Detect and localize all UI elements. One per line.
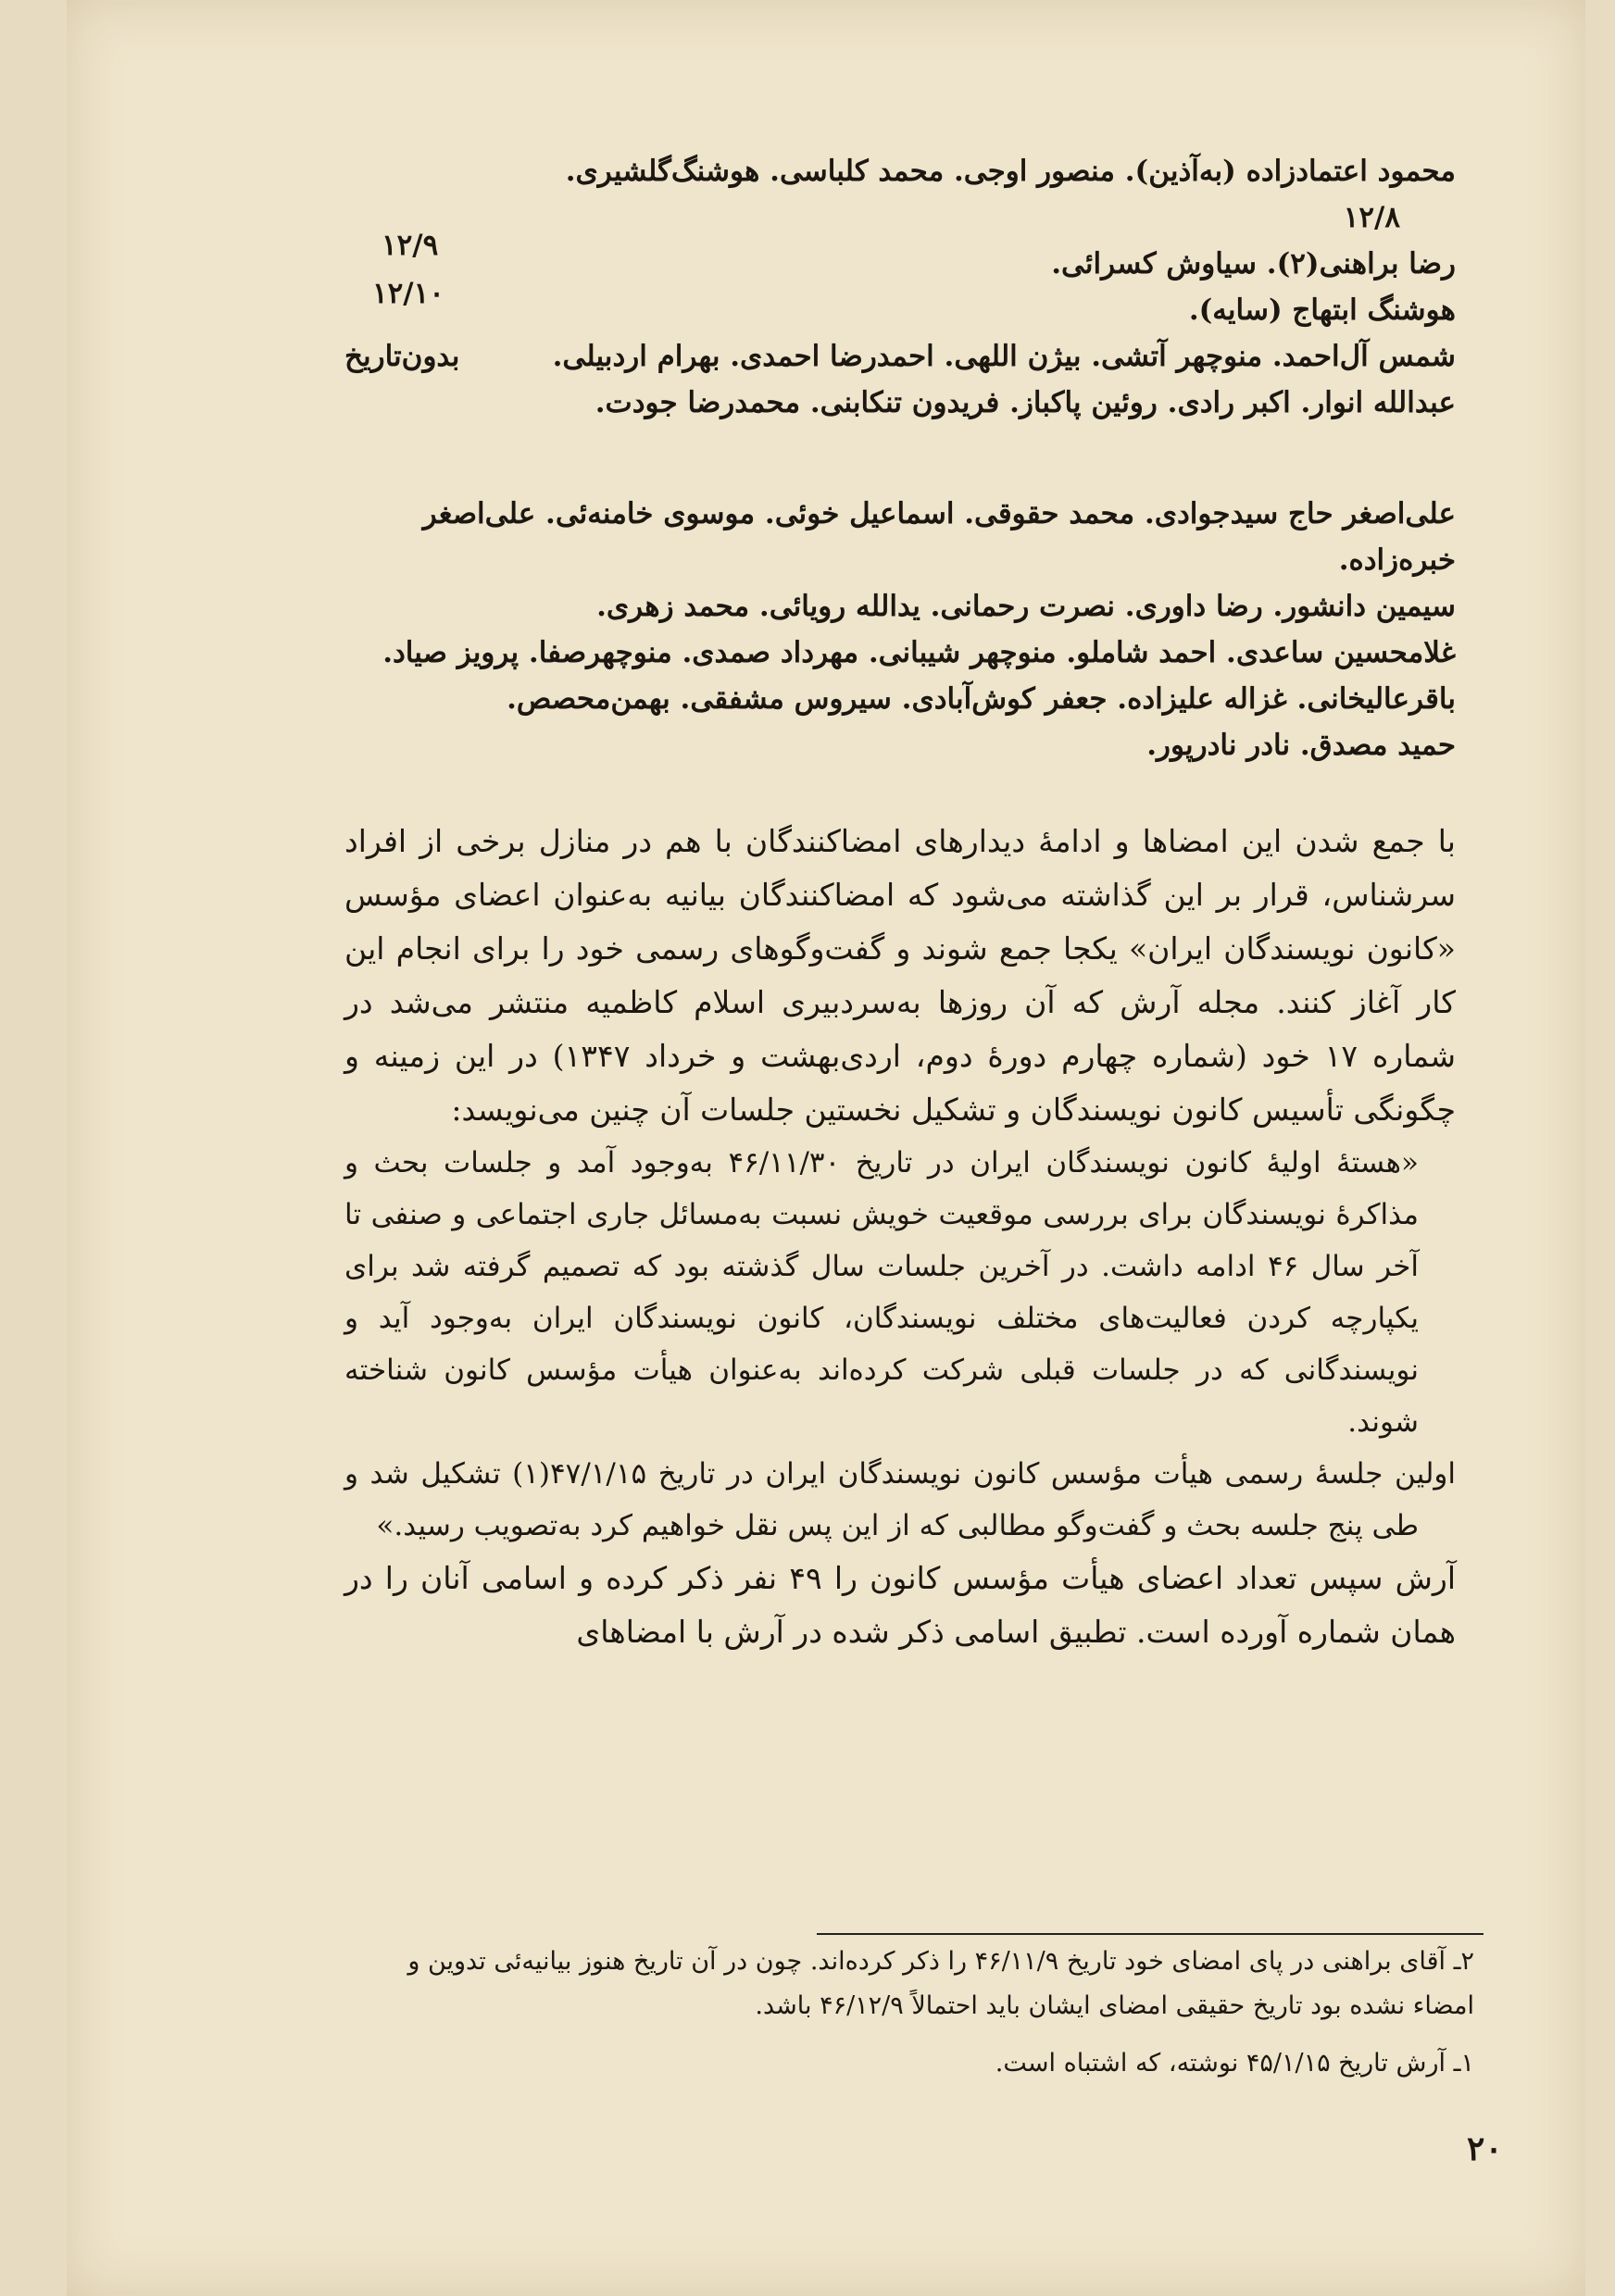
signatory-names: علی‌اصغر حاج سیدجوادی. محمد حقوقی. اسماعیل خوئی. موسوی خامنه‌ئی. علی‌اصغر خبره‌زاده. xyxy=(422,497,1456,577)
main-text xyxy=(344,148,1456,1659)
signatory-line xyxy=(344,583,1456,630)
signatory-line xyxy=(344,380,1456,426)
signatory-line xyxy=(344,194,1456,241)
signatory-names: محمود اعتمادزاده (به‌آذین). منصور اوجی. محمد کلباسی. هوشنگ‌گلشیری. xyxy=(565,155,1456,188)
signatory-date: ۱۲/۱۰ xyxy=(372,277,444,310)
signatory-line xyxy=(344,630,1456,676)
signatory-names: هوشنگ ابتهاج (سایه). xyxy=(1188,293,1456,327)
signatory-names: باقرعالیخانی. غزاله علیزاده. جعفر کوش‌آبادی. سیروس مشفقی. بهمن‌محصص. xyxy=(507,682,1456,716)
page-number: ۲۰ xyxy=(1467,2129,1503,2168)
book-page xyxy=(67,0,1585,2296)
signatory-names: سیمین دانشور. رضا داوری. نصرت رحمانی. یدالله رویائی. محمد زهری. xyxy=(596,590,1456,623)
paragraph: با جمع شدن این امضاها و ادامهٔ دیدارهای امضاکنندگان با هم در منازل برخی از افراد سرشناس، قرار بر این گذاشته می‌شود که امضاکنندگان بیانیه به‌عنوان اعضای مؤسس «کانون نویسندگان ایران» یکجا جمع شوند و گفت‌وگوهای رسمی خود را برای انجام این کار آغاز کنند. مجله آرش که آن روزها به‌سردبیری اسلام کاظمیه منتشر می‌شد در شماره ۱۷ خود (شماره چهارم دورهٔ دوم، اردی‌بهشت و خرداد ۱۳۴۷) در این زمینه و چگونگی تأسیس کانون نویسندگان و تشکیل نخستین جلسات آن چنین می‌نویسد: xyxy=(344,823,1456,1128)
signatory-line xyxy=(344,676,1456,722)
signatory-names: رضا براهنی(۲). سیاوش کسرائی. xyxy=(1051,247,1456,281)
signatory-line xyxy=(344,229,1456,287)
body-text xyxy=(344,815,1456,1659)
signatory-names: شمس آل‌احمد. منوچهر آتشی. بیژن اللهی. احمدرضا احمدی. بهرام اردبیلی. xyxy=(552,340,1456,373)
signatory-date: بدون‌تاریخ xyxy=(344,340,460,373)
closing-paragraph: آرش سپس تعداد اعضای هیأت مؤسس کانون را ۴۹ نفر ذکر کرده و اسامی آنان را در همان شماره آورده است. تطبیق اسامی ذکر شده در آرش با امضاهای xyxy=(344,1560,1456,1650)
footnote: ۲ـ آقای براهنی در پای امضای خود تاریخ ۴۶/۱۱/۹ را ذکر کرده‌اند. چون در آن تاریخ هنوز بیانیه‌ئی تدوین و امضاء نشده بود تاریخ حقیقی امضای ایشان باید احتمالاً ۴۶/۱۲/۹ باشد. xyxy=(407,1947,1474,2020)
signatory-names: حمید مصدق. نادر نادرپور. xyxy=(1146,729,1456,762)
signatory-line xyxy=(344,148,1456,194)
footnote-rule xyxy=(817,1933,1484,1935)
quote-paragraph: «هستهٔ اولیهٔ کانون نویسندگان ایران در تاریخ ۴۶/۱۱/۳۰ به‌وجود آمد و جلسات بحث و مذاکرهٔ نویسندگان برای بررسی موقعیت خویش نسبت به‌مسائل جاری اجتماعی و صنفی تا آخر سال ۴۶ ادامه داشت. در آخرین جلسات سال گذشته بود که تصمیم گرفته شد برای یکپارچه کردن فعالیت‌های مختلف نویسندگان، کانون نویسندگان ایران به‌وجود آید و نویسندگانی که در جلسات قبلی شرکت کرده‌اند به‌عنوان هیأت مؤسس کانون شناخته شوند. xyxy=(344,1146,1419,1439)
signatory-line xyxy=(344,722,1456,768)
quotation xyxy=(344,1137,1457,1552)
quote-paragraph: اولین جلسهٔ رسمی هیأت مؤسس کانون نویسندگان ایران در تاریخ ۴۷/۱/۱۵(۱) تشکیل شد و طی پنج جلسه بحث و گفت‌وگو مطالبی که از این پس نقل خواهیم کرد به‌تصویب رسید.» xyxy=(344,1457,1457,1542)
signatory-names: غلامحسین ساعدی. احمد شاملو. منوچهر شیبانی. مهرداد صمدی. منوچهرصفا. پرویز صیاد. xyxy=(382,636,1456,669)
signatory-date: ۱۲/۸ xyxy=(1343,201,1400,234)
spacer xyxy=(344,426,1456,491)
signatory-names: عبدالله انوار. اکبر رادی. روئین پاکباز. فریدون تنکابنی. محمدرضا جودت. xyxy=(595,386,1456,419)
footnote: ۱ـ آرش تاریخ ۴۵/۱/۱۵ نوشته، که اشتباه است. xyxy=(995,2049,1474,2078)
footnotes xyxy=(363,1940,1474,2086)
signatory-line xyxy=(344,333,1456,380)
signatory-line xyxy=(344,277,1456,333)
signatory-date: ۱۲/۹ xyxy=(382,229,439,262)
signatory-line xyxy=(344,491,1456,583)
